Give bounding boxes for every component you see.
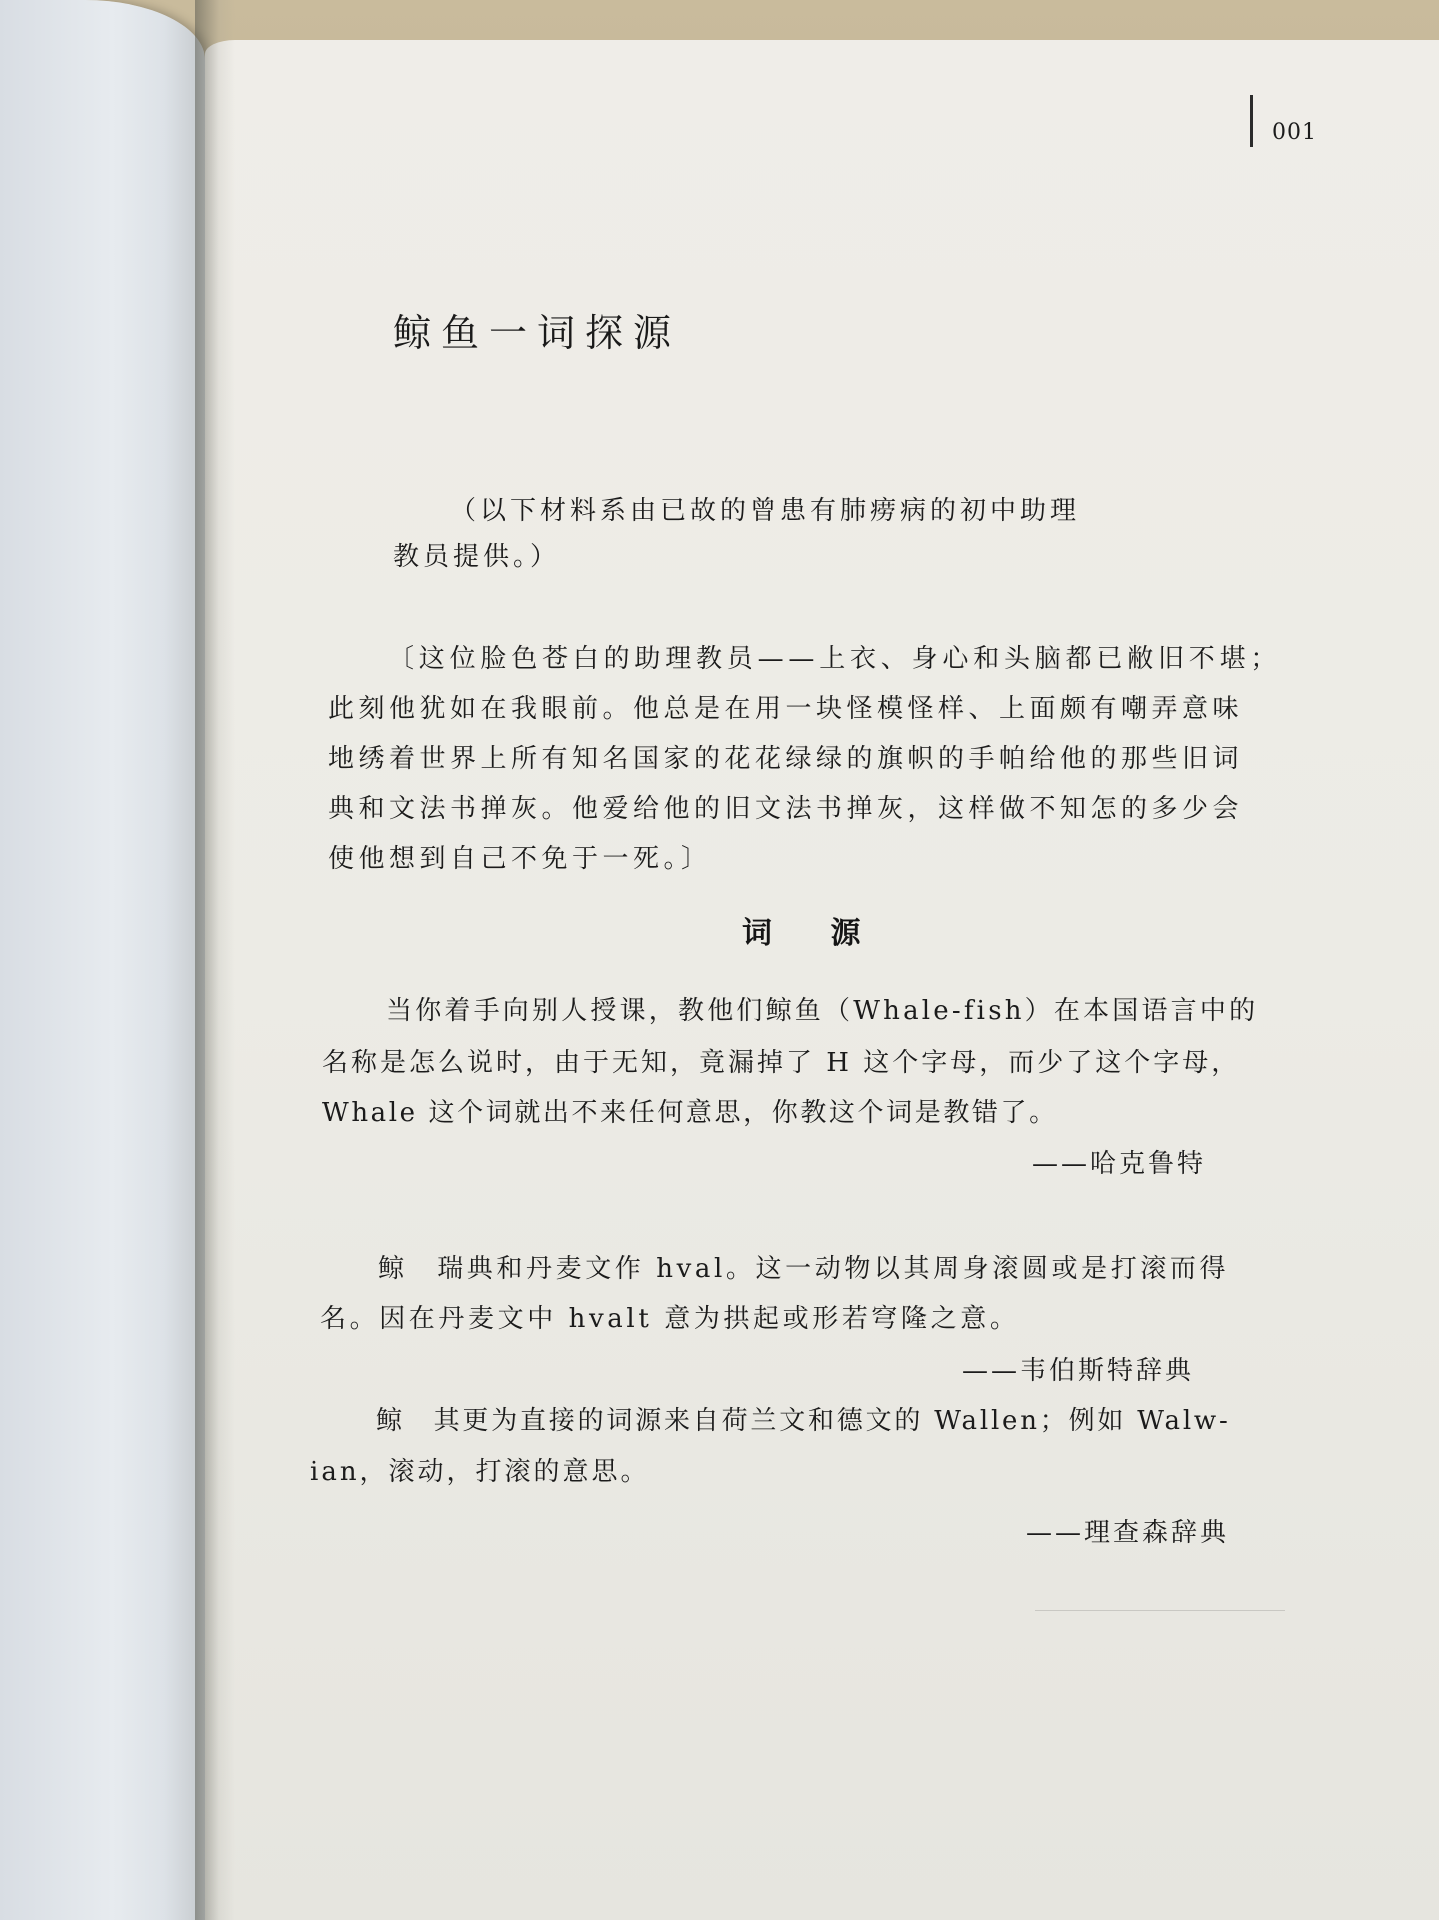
passage-line: 地绣着世界上所有知名国家的花花绿绿的旗帜的手帕给他的那些旧词 — [328, 744, 1244, 774]
page-title: 鲸鱼一词探源 — [393, 311, 682, 355]
quote-line: Whale 这个词就出不来任何意思，你教这个词是教错了。 — [322, 1098, 1058, 1128]
passage-line: 使他想到自己不免于一死。〕 — [328, 844, 712, 874]
quote-attribution: ——哈克鲁特 — [1032, 1149, 1207, 1179]
passage-line: 典和文法书掸灰。他爱给他的旧文法书掸灰，这样做不知怎的多少会 — [328, 794, 1244, 824]
page-gutter — [195, 0, 235, 1920]
entry-line: ian，滚动，打滚的意思。 — [310, 1457, 650, 1487]
entry-line: 名。因在丹麦文中 hvalt 意为拱起或形若穹隆之意。 — [320, 1304, 1020, 1334]
passage-line: 此刻他犹如在我眼前。他总是在用一块怪模怪样、上面颇有嘲弄意味 — [328, 694, 1244, 724]
book-page — [205, 40, 1439, 1920]
quote-line: 当你着手向别人授课，教他们鲸鱼（Whale-fish）在本国语言中的 — [386, 996, 1259, 1026]
entry-attribution: ——理查森辞典 — [1026, 1518, 1230, 1548]
passage-line: 〔这位脸色苍白的助理教员——上衣、身心和头脑都已敝旧不堪； — [388, 644, 1282, 674]
entry-line: 鲸 瑞典和丹麦文作 hval。这一动物以其周身滚圆或是打滚而得 — [378, 1254, 1230, 1284]
quote-line: 名称是怎么说时，由于无知，竟漏掉了 H 这个字母，而少了这个字母， — [322, 1048, 1241, 1078]
page-number: 001 — [1272, 120, 1317, 145]
intro-line: （以下材料系由已故的曾患有肺痨病的初中助理 — [450, 496, 1081, 526]
section-heading: 词 源 — [742, 916, 885, 951]
page-number-marker — [1250, 95, 1253, 147]
entry-attribution: ——韦伯斯特辞典 — [962, 1356, 1195, 1386]
left-page — [0, 0, 205, 1920]
intro-line: 教员提供。） — [393, 542, 561, 572]
footnote-rule — [1035, 1610, 1285, 1611]
entry-line: 鲸 其更为直接的词源来自荷兰文和德文的 Wallen；例如 Walw- — [376, 1406, 1231, 1436]
